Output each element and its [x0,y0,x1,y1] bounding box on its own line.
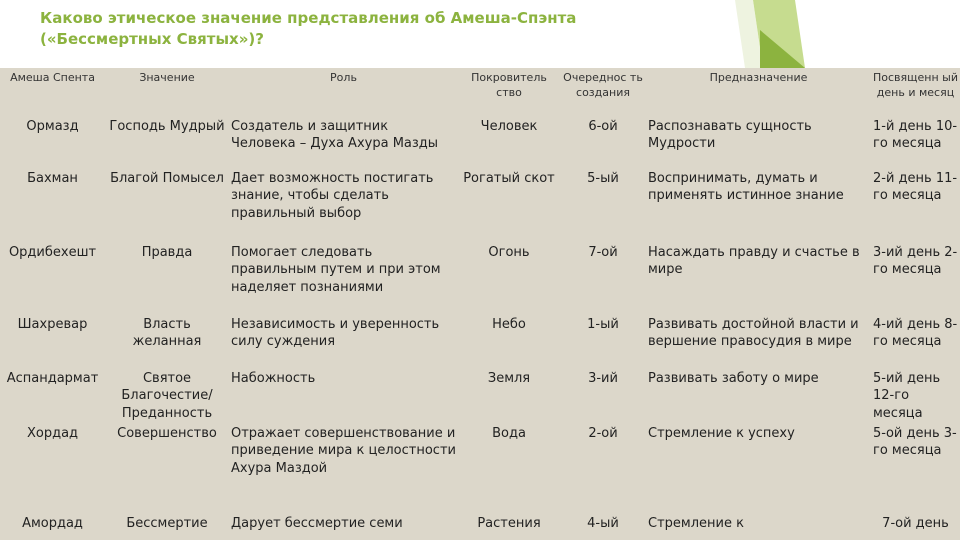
header-role: Роль [330,71,357,84]
cell-purpose: Воспринимать, думать и применять истинное знание [648,171,844,204]
header-purpose: Предназначение [709,71,808,84]
table-row [0,316,960,370]
cell-purpose: Развивать достойной власти и вершение правосудия в мире [648,317,859,350]
header-meaning: Значение [139,71,195,84]
cell-order: 2-ой [588,426,618,441]
spenta-table-container [0,68,960,540]
header-order: Очереднос ть создания [563,71,643,99]
cell-name: Ордибехешт [8,245,97,260]
cell-day: 4-ий день 8-го месяца [873,317,958,350]
cell-day: 5-ой день 3-го месяца [873,426,957,459]
cell-role: Набожность [231,371,316,386]
cell-name: Ормазд [26,119,79,134]
table-row [0,118,960,170]
cell-name: Хордад [26,426,79,441]
table-row [0,244,960,316]
decorative-triangles [735,0,960,68]
cell-role: Помогает следовать правильным путем и при этом наделяет познаниями [231,245,441,295]
table-row [0,425,960,515]
cell-day: 5-ий день 12-го месяца [873,371,941,421]
cell-name: Аспандармат [6,371,99,386]
cell-meaning: Правда [141,245,193,260]
cell-day: 2-й день 11-го месяца [873,171,958,204]
slide-title [40,8,680,50]
cell-order: 7-ой [588,245,618,260]
cell-meaning: Господь Мудрый [109,119,225,134]
cell-day: 1-й день 10-го месяца [873,119,958,152]
cell-name: Бахман [27,171,78,186]
header-patron: Покровитель ство [471,71,547,99]
cell-role: Отражает совершенствование и приведение мира к целостности Ахура Маздой [231,426,456,476]
cell-patron: Небо [492,317,526,332]
cell-order: 1-ый [587,317,619,332]
table-row [0,515,960,540]
cell-name: Шахревар [17,317,88,332]
cell-purpose: Насаждать правду и счастье в мире [648,245,860,278]
cell-patron: Огонь [488,245,530,260]
spenta-table [0,68,960,540]
cell-purpose: Развивать заботу о мире [648,371,819,386]
cell-purpose: Стремление к успеху [648,426,795,441]
cell-meaning: Совершенство [117,426,217,441]
cell-role: Дает возможность постигать знание, чтобы сделать правильный выбор [231,171,434,221]
cell-day: 3-ий день 2-го месяца [873,245,958,278]
cell-meaning: Бессмертие [126,516,208,531]
cell-patron: Рогатый скот [463,171,555,186]
cell-order: 6-ой [588,119,618,134]
cell-order: 4-ый [587,516,619,531]
cell-role: Независимость и уверенность силу суждения [231,317,440,350]
cell-meaning: Святое Благочестие/ Преданность [121,371,213,421]
cell-patron: Земля [487,371,531,386]
cell-patron: Растения [477,516,541,531]
cell-name: Амордад [22,516,83,531]
cell-order: 3-ий [588,371,618,386]
header-day: Посвященн ый день и месяц [873,71,958,99]
cell-meaning: Благой Помысел [110,171,224,186]
cell-day: 7-ой день [882,516,949,531]
cell-order: 5-ый [587,171,619,186]
cell-role: Дарует бессмертие семи [231,516,403,531]
cell-meaning: Власть желанная [132,317,202,350]
cell-purpose: Стремление к [648,516,744,531]
title-line-1: Каково этическое значение представления об Амеша-Спэнта [40,9,577,27]
header-amesha: Амеша Спента [10,71,95,84]
cell-patron: Человек [480,119,538,134]
cell-purpose: Распознавать сущность Мудрости [648,119,812,152]
cell-patron: Вода [492,426,526,441]
table-header-row [0,68,960,118]
table-row [0,170,960,244]
table-row [0,370,960,425]
title-line-2: («Бессмертных Святых»)? [40,30,264,48]
cell-role: Создатель и защитник Человека – Духа Ахура Мазды [231,119,439,152]
